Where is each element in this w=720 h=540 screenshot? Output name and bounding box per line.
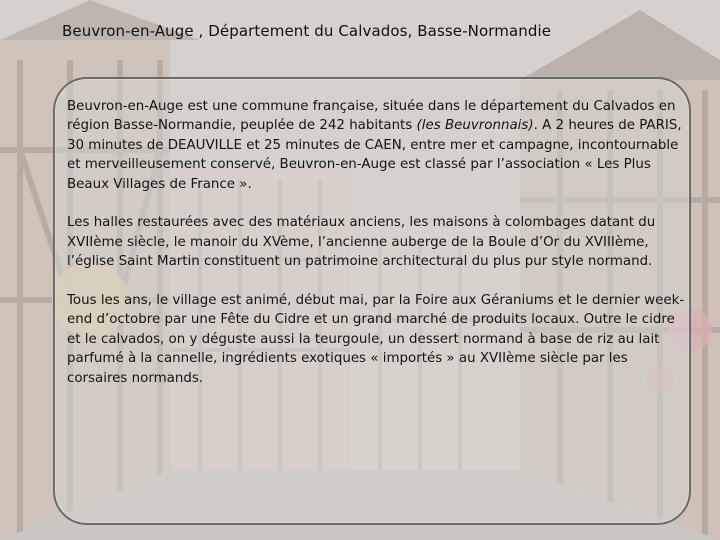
paragraph-heritage: Les halles restaurées avec des matériaux anciens, les maisons à colombages datant du XVIIème siècle, le manoir du XVème, l’ancienne auberge de la Boule d’Or du XVIIIème, l’église Saint Martin constituent un patrimoine architectural du plus pur style normand. bbox=[67, 215, 656, 270]
paragraph-intro-italic: (les Beuvronnais) bbox=[416, 118, 534, 134]
paragraph-events: Tous les ans, le village est animé, début mai, par la Foire aux Géraniums et le dernier week-end d’octobre par une Fête du Cidre et un grand marché de produits locaux. Outre le cidre et le calvados, on y déguste aussi la teurgoule, un dessert normand à base de riz au lait parfumé à la cannelle, ingrédients exotiques « importés » au XVIIème siècle par les corsaires normands. bbox=[67, 293, 685, 386]
paragraph-intro bbox=[67, 97, 689, 194]
paragraph-intro-end: . A 2 heures de PARIS, 30 minutes de DEAUVILLE et 25 minutes de CAEN, entre mer et campagne, incontournable et merveilleusement conservé, Beuvron-en-Auge est classé par l’association « Les Plus Beaux Villages de France ». bbox=[67, 118, 682, 192]
body-text bbox=[67, 97, 689, 407]
paragraph-intro-start: Beuvron-en-Auge est une commune française, située dans le département du Calvados en région Basse-Normandie, peuplée de 242 habitants bbox=[67, 99, 676, 134]
page-title: Beuvron-en-Auge , Département du Calvados, Basse-Normandie bbox=[62, 22, 552, 40]
